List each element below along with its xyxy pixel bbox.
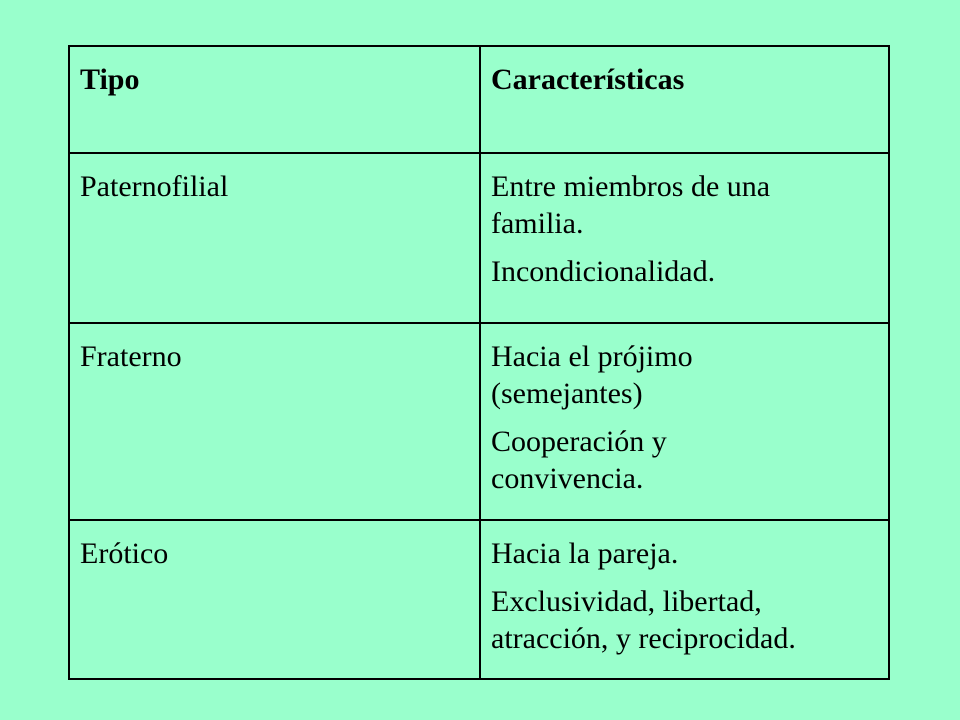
caracteristica-paragraph (491, 535, 878, 572)
header-cell-tipo (69, 46, 480, 153)
caracteristica-paragraph (491, 583, 878, 657)
types-table (68, 45, 890, 680)
tipo-cell (69, 323, 480, 520)
tipo-label: Paternofilial (80, 170, 229, 203)
tipo-label: Erótico (80, 537, 169, 570)
tipo-cell (69, 153, 480, 323)
table-row (69, 153, 889, 323)
tipo-label: Fraterno (80, 340, 182, 373)
header-tipo-label: Tipo (80, 63, 140, 96)
header-cell-caracteristicas (480, 46, 889, 153)
caracteristicas-cell (480, 153, 889, 323)
caracteristica-line: familia. (491, 207, 584, 240)
table-header-row (69, 46, 889, 153)
table-row (69, 520, 889, 679)
caracteristicas-cell (480, 520, 889, 679)
caracteristica-paragraph (491, 253, 878, 290)
caracteristica-line: Hacia el prójimo (491, 340, 693, 373)
caracteristica-paragraph (491, 168, 878, 242)
caracteristica-line: (semejantes) (491, 377, 643, 410)
caracteristicas-cell (480, 323, 889, 520)
table-row (69, 323, 889, 520)
caracteristica-line: Incondicionalidad. (491, 255, 716, 288)
caracteristica-line: Exclusividad, libertad, (491, 585, 762, 618)
caracteristica-paragraph (491, 423, 878, 497)
caracteristica-paragraph (491, 338, 878, 412)
caracteristica-line: convivencia. (491, 462, 644, 495)
header-caracteristicas-label: Características (491, 63, 685, 96)
caracteristica-line: Entre miembros de una (491, 170, 771, 203)
caracteristica-line: atracción, y reciprocidad. (491, 622, 796, 655)
tipo-cell (69, 520, 480, 679)
caracteristica-line: Cooperación y (491, 425, 667, 458)
caracteristica-line: Hacia la pareja. (491, 537, 679, 570)
